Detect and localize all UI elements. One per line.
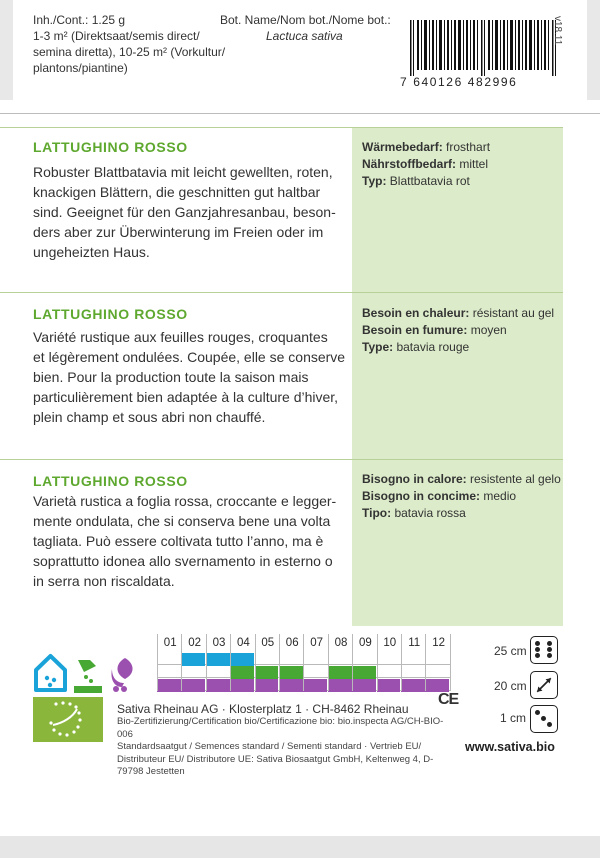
calendar-bar-harvest-month-01 — [157, 679, 181, 692]
calendar-bar-seed-sowing-month-05 — [255, 666, 279, 679]
description-line: bien. Pour la production toute la saison mais — [33, 369, 309, 385]
calendar-bar-harvest-month-07 — [303, 679, 327, 692]
description-line: ders aber zur Überwinterung im Freien oder im — [33, 224, 324, 240]
trait-value: medio — [480, 489, 517, 503]
calendar-bar-harvest-month-06 — [279, 679, 303, 692]
trait-value: resistente al gelo — [466, 472, 561, 486]
trait-item — [362, 322, 554, 339]
calendar-month-04: 04 — [230, 634, 255, 652]
calendar-column-divider — [206, 634, 207, 691]
calendar-month-06: 06 — [279, 634, 304, 652]
trait-label: Wärmebedarf: — [362, 140, 443, 154]
description-line: Variété rustique aux feuilles rouges, croquantes — [33, 329, 328, 345]
calendar-month-09: 09 — [352, 634, 377, 652]
trait-list — [362, 471, 561, 522]
description-section-fr — [0, 292, 600, 459]
section-border — [0, 292, 563, 293]
calendar-bar-harvest-month-11 — [401, 679, 425, 692]
content-line: 1-3 m² (Direktsaat/semis direct/ — [33, 29, 200, 43]
content-info — [33, 12, 233, 76]
section-border — [0, 127, 563, 128]
trait-item — [362, 156, 490, 173]
dice-dot — [535, 647, 540, 652]
description-section-de — [0, 127, 600, 292]
trait-item — [362, 505, 561, 522]
trait-item — [362, 471, 561, 488]
description-line: sind. Geeignet für den Ganzjahresanbau, beson- — [33, 204, 336, 220]
trait-value: Blattbatavia rot — [386, 174, 470, 188]
calendar-column-divider — [401, 634, 402, 691]
calendar-column-divider — [377, 634, 378, 691]
description-line: knackigen Blättern, die geschnitten gut haltbar — [33, 184, 321, 200]
description-line: plein champ et sous abri non chauffé. — [33, 409, 266, 425]
fine-print-line: Standardsaatgut / Semences standard / Sementi standard · Vertrieb EU/ — [117, 741, 422, 752]
calendar-column-divider — [303, 634, 304, 691]
calendar-column-divider — [352, 634, 353, 691]
description-line: soprattutto idonea allo svernamento in esterno o — [33, 553, 333, 569]
calendar-bar-greenhouse-month-02 — [181, 653, 205, 666]
variety-description — [33, 491, 348, 591]
botanical-name: Lactuca sativa — [266, 29, 343, 43]
calendar-month-02: 02 — [181, 634, 206, 652]
calendar-bar-harvest-month-08 — [328, 679, 352, 692]
dice-dot — [541, 716, 546, 721]
plant-spacing-dice-icon — [530, 671, 558, 699]
description-section-it — [0, 459, 600, 626]
dice-dot — [547, 722, 552, 727]
trait-value: mittel — [456, 157, 489, 171]
dice-dot — [547, 653, 552, 658]
calendar-month-01: 01 — [157, 634, 182, 652]
description-line: ungeheizten Haus. — [33, 244, 150, 260]
calendar-bar-harvest-month-04 — [230, 679, 254, 692]
description-line: Varietà rustica a foglia rossa, croccante e legger- — [33, 493, 337, 509]
calendar-bar-harvest-month-09 — [352, 679, 376, 692]
content-line: plantons/piantine) — [33, 61, 128, 75]
trait-value: résistant au gel — [469, 306, 555, 320]
seed-sowing-icon — [72, 656, 104, 694]
calendar-month-11: 11 — [401, 634, 426, 652]
trait-value: batavia rouge — [393, 340, 470, 354]
calendar-bar-greenhouse-month-04 — [230, 653, 254, 666]
trait-label: Besoin en chaleur: — [362, 306, 470, 320]
variety-description — [33, 327, 348, 427]
calendar-bar-harvest-month-03 — [206, 679, 230, 692]
description-line: Robuster Blattbatavia mit leicht gewellten, roten, — [33, 164, 333, 180]
harvest-icon — [108, 655, 142, 693]
description-line: particulièrement bien adaptée à la culture d’hiver, — [33, 389, 339, 405]
sowing-depth-label: 1 cm — [500, 711, 527, 725]
calendar-bar-seed-sowing-month-08 — [328, 666, 352, 679]
description-line: in serra non riscaldata. — [33, 573, 175, 589]
section-border — [0, 459, 563, 460]
calendar-month-10: 10 — [377, 634, 402, 652]
description-line: mente ondulata, che si conserva bene una volta — [33, 513, 331, 529]
website-link[interactable]: www.sativa.bio — [465, 740, 555, 754]
botanical-label: Bot. Name/Nom bot./Nome bot.: — [220, 13, 391, 27]
dice-dot — [535, 641, 540, 646]
calendar-column-divider — [230, 634, 231, 691]
trait-label: Type: — [362, 340, 394, 354]
barcode-icon — [410, 20, 558, 76]
variety-description — [33, 162, 348, 262]
trait-value: frosthart — [442, 140, 491, 154]
trait-list — [362, 139, 490, 190]
trait-item — [362, 139, 490, 156]
trait-value: moyen — [467, 323, 507, 337]
content-line: semina diretta), 10-25 m² (Vorkultur/ — [33, 45, 226, 59]
eu-organic-logo-icon — [33, 697, 103, 742]
sowing-depth-dice-icon — [530, 705, 558, 733]
trait-label: Bisogno in concime: — [362, 489, 481, 503]
greenhouse-icon — [33, 652, 68, 692]
trait-label: Typ: — [362, 174, 387, 188]
trait-list — [362, 305, 554, 356]
dice-dot — [547, 641, 552, 646]
calendar-bar-seed-sowing-month-09 — [352, 666, 376, 679]
calendar-column-divider — [181, 634, 182, 691]
calendar-bar-seed-sowing-month-04 — [230, 666, 254, 679]
trait-label: Nährstoffbedarf: — [362, 157, 457, 171]
calendar-bar-greenhouse-month-03 — [206, 653, 230, 666]
calendar-bar-harvest-month-02 — [181, 679, 205, 692]
fine-print-line: Distributeur EU/ Distributore UE: Sativa Biosaatgut GmbH, Keltenweg 4, D-79798 Jestetten — [117, 753, 434, 777]
ce-mark: CE — [438, 691, 459, 708]
dice-dot — [535, 653, 540, 658]
header-divider — [0, 113, 600, 114]
variety-title: LATTUGHINO ROSSO — [33, 473, 188, 489]
dice-dot — [535, 710, 540, 715]
calendar-month-12: 12 — [425, 634, 450, 652]
version-code: v18.11 — [552, 16, 563, 46]
calendar-bar-harvest-month-05 — [255, 679, 279, 692]
trait-label: Tipo: — [362, 506, 392, 520]
calendar-bar-harvest-month-10 — [377, 679, 401, 692]
calendar-column-divider — [328, 634, 329, 691]
description-line: et légèrement ondulées. Coupée, elle se conserve — [33, 349, 346, 365]
trait-value: batavia rossa — [391, 506, 466, 520]
variety-title: LATTUGHINO ROSSO — [33, 139, 188, 155]
calendar-month-03: 03 — [206, 634, 231, 652]
calendar-month-07: 07 — [303, 634, 328, 652]
content-line: Inh./Cont.: 1.25 g — [33, 13, 126, 27]
calendar-column-divider — [255, 634, 256, 691]
calendar-column-divider — [450, 634, 451, 691]
calendar-column-divider — [279, 634, 280, 691]
calendar-month-08: 08 — [328, 634, 353, 652]
trait-item — [362, 339, 554, 356]
calendar-bar-seed-sowing-month-06 — [279, 666, 303, 679]
trait-item — [362, 305, 554, 322]
fine-print-line: Bio-Zertifizierung/Certification bio/Certificazione bio: bio.inspecta AG/CH-BIO-006 — [117, 716, 444, 740]
trait-label: Besoin en fumure: — [362, 323, 468, 337]
row-spacing-label: 25 cm — [494, 644, 527, 658]
plant-spacing-label: 20 cm — [494, 679, 527, 693]
trait-item — [362, 173, 490, 190]
row-spacing-dice-icon — [530, 636, 558, 664]
calendar-column-divider — [157, 634, 158, 691]
trait-label: Bisogno in calore: — [362, 472, 467, 486]
dice-dot — [547, 647, 552, 652]
botanical-info — [220, 12, 420, 44]
packet-header — [0, 0, 600, 110]
variety-title: LATTUGHINO ROSSO — [33, 306, 188, 322]
calendar-column-divider — [425, 634, 426, 691]
calendar-month-05: 05 — [255, 634, 280, 652]
company-address: Sativa Rheinau AG · Klosterplatz 1 · CH-8462 Rheinau — [117, 702, 409, 716]
trait-item — [362, 488, 561, 505]
certification-info — [117, 716, 457, 779]
barcode-digits: 7 640126 482996 — [400, 75, 518, 89]
packet-bottom-edge — [0, 836, 600, 858]
description-line: tagliata. Può essere coltivata tutto l’anno, ma è — [33, 533, 324, 549]
